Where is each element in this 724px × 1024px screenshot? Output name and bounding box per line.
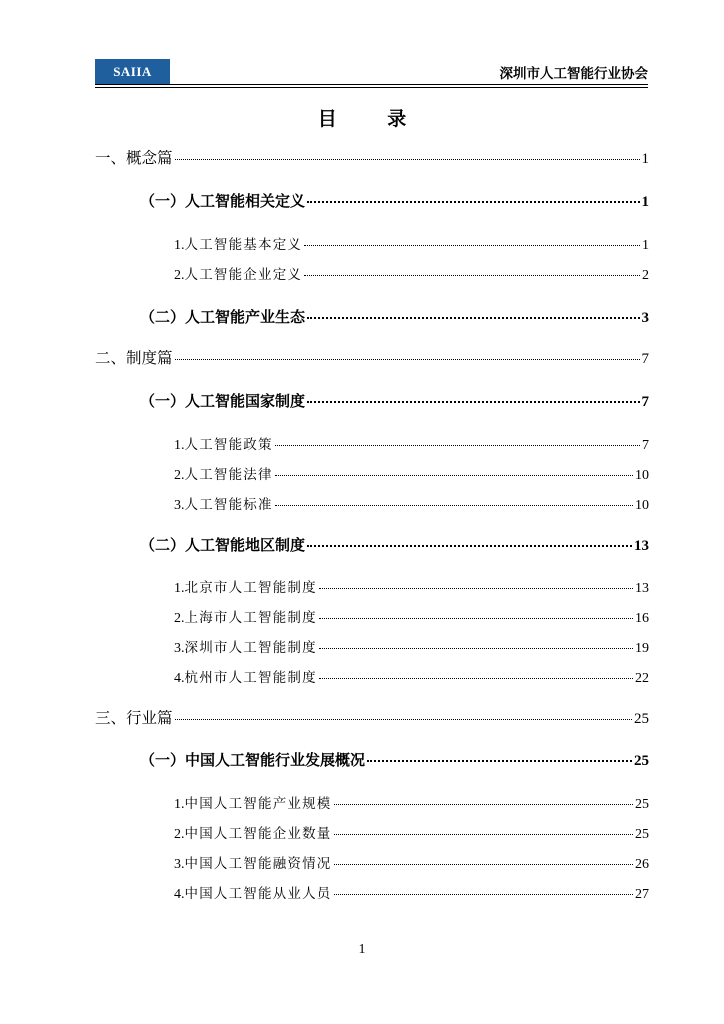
toc-entry-level-3[interactable] [174,233,649,254]
toc-entry-text: 人工智能政策 [184,437,273,453]
toc-dot-leader [334,894,634,895]
toc-entry-level-3[interactable] [174,263,649,284]
toc-dot-leader [319,678,633,679]
header-logo-badge: SAIIA [95,59,170,84]
toc-entry-level-1[interactable] [95,346,649,368]
toc-page-number: 1 [642,238,649,253]
toc-dot-leader [175,359,640,360]
toc-dot-leader [319,588,633,589]
toc-dot-leader [275,505,633,506]
toc-entry-text: 人工智能基本定义 [184,237,303,253]
toc-entry-level-2[interactable] [140,534,649,555]
toc-entry-number: 1. [174,581,185,596]
toc-entry-label [174,263,302,284]
toc-entry-number: 2. [174,827,185,842]
toc-entry-level-2[interactable] [140,390,649,411]
toc-entry-label [174,463,273,484]
toc-page-number: 27 [635,887,649,902]
toc-entry-number: 3. [174,857,185,872]
toc-entry-text: 人工智能企业定义 [184,267,303,283]
toc-entry-label: 二、制度篇 [95,349,173,367]
toc-entry-label: （二）人工智能地区制度 [140,536,306,554]
toc-entry-number: 3. [174,641,185,656]
toc-page-number: 13 [634,538,649,554]
toc-entry-label [174,433,273,454]
toc-dot-leader [367,760,632,762]
toc-page-number: 2 [642,268,649,283]
header-organization: 深圳市人工智能行业协会 [499,66,648,82]
toc-page-number: 13 [635,581,649,596]
toc-entry-level-3[interactable] [174,636,649,657]
toc-entry-label [174,792,332,813]
toc-entry-text: 中国人工智能融资情况 [184,856,332,872]
toc-entry-number: 1. [174,438,185,453]
toc-entry-level-3[interactable] [174,852,649,873]
toc-entry-text: 深圳市人工智能制度 [184,640,317,656]
toc-entry-level-3[interactable] [174,493,649,514]
toc-page-number: 22 [635,671,649,686]
toc-entry-level-3[interactable] [174,433,649,454]
toc-entry-number: 1. [174,797,185,812]
toc-dot-leader [275,445,640,446]
toc-entry-number: 3. [174,498,185,513]
toc-entry-label [174,493,273,514]
toc-entry-number: 4. [174,887,185,902]
toc-page-number: 19 [635,641,649,656]
toc-page-number: 7 [641,351,649,367]
toc-dot-leader [307,317,639,319]
toc-entry-label: （一）人工智能国家制度 [140,392,306,410]
toc-page-number: 1 [641,151,649,167]
toc-entry-label [174,636,317,657]
toc-dot-leader [319,648,633,649]
toc-entry-label [174,576,317,597]
toc-entry-text: 上海市人工智能制度 [184,610,317,626]
toc-entry-label: （一）人工智能相关定义 [140,192,306,210]
toc-entry-label: （一）中国人工智能行业发展概况 [140,751,366,769]
header-divider [95,84,648,85]
toc-entry-level-3[interactable] [174,792,649,813]
toc-entry-text: 北京市人工智能制度 [184,580,317,596]
page-title: 目 录 [317,108,429,130]
toc-page-number: 16 [635,611,649,626]
toc-page-number: 25 [635,797,649,812]
toc-page-number: 7 [641,394,649,410]
toc-page-number: 7 [642,438,649,453]
toc-dot-leader [334,864,634,865]
toc-entry-label [174,852,332,873]
toc-page-number: 25 [634,711,649,727]
toc-entry-label: （二）人工智能产业生态 [140,308,306,326]
toc-entry-level-3[interactable] [174,882,649,903]
toc-entry-number: 1. [174,238,185,253]
toc-entry-level-2[interactable] [140,749,649,770]
toc-entry-label: 三、行业篇 [95,709,173,727]
toc-dot-leader [307,401,639,403]
toc-dot-leader [319,618,633,619]
toc-page-number: 3 [641,310,649,326]
toc-page-number: 10 [635,468,649,483]
toc-entry-label [174,233,302,254]
toc-entry-text: 人工智能法律 [184,467,273,483]
toc-entry-number: 4. [174,671,185,686]
toc-entry-level-3[interactable] [174,822,649,843]
toc-entry-text: 中国人工智能产业规模 [184,796,332,812]
header-divider-thin [95,87,648,88]
toc-page-number: 10 [635,498,649,513]
toc-page-number: 25 [635,827,649,842]
page-number: 1 [358,942,366,957]
toc-entry-text: 杭州市人工智能制度 [184,670,317,686]
toc-entry-level-2[interactable] [140,190,649,211]
toc-entry-number: 2. [174,268,185,283]
toc-entry-level-2[interactable] [140,306,649,327]
toc-dot-leader [307,201,639,203]
toc-entry-level-3[interactable] [174,576,649,597]
toc-dot-leader [334,804,634,805]
toc-dot-leader [304,275,640,276]
toc-dot-leader [275,475,633,476]
toc-entry-label [174,882,332,903]
toc-page-number: 1 [641,194,649,210]
toc-entry-label [174,822,332,843]
toc-entry-level-1[interactable] [95,146,649,168]
toc-entry-label: 一、概念篇 [95,149,173,167]
toc-page-number: 26 [635,857,649,872]
toc-entry-label [174,606,317,627]
toc-entry-label [174,666,317,687]
toc-entry-text: 中国人工智能企业数量 [184,826,332,842]
toc-dot-leader [175,719,632,720]
toc-entry-number: 2. [174,611,185,626]
toc-entry-number: 2. [174,468,185,483]
toc-entry-level-1[interactable] [95,706,649,728]
toc-entry-level-3[interactable] [174,463,649,484]
toc-dot-leader [304,245,640,246]
toc-entry-level-3[interactable] [174,666,649,687]
toc-dot-leader [334,834,634,835]
toc-entry-text: 中国人工智能从业人员 [184,886,332,902]
toc-entry-level-3[interactable] [174,606,649,627]
toc-dot-leader [175,159,640,160]
toc-dot-leader [307,545,632,547]
toc-page-number: 25 [634,753,649,769]
toc-entry-text: 人工智能标准 [184,497,273,513]
